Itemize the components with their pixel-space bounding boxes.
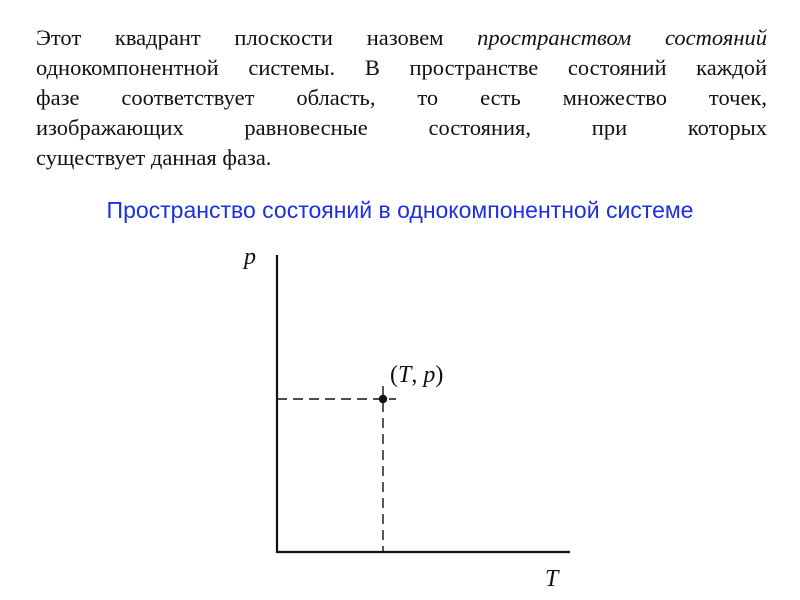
y-axis-label: p <box>244 244 256 270</box>
point-label-T: T <box>398 362 412 388</box>
state-point <box>379 395 387 403</box>
x-axis-label: T <box>545 566 559 592</box>
point-label-open: ( <box>390 362 398 388</box>
paragraph-line-5: существует данная фаза. <box>36 145 272 170</box>
diagram-heading: Пространство состояний в однокомпонентной системе <box>106 197 694 223</box>
point-label <box>390 362 443 388</box>
paragraph-line-3: фазе соответствует область, то есть множество точек, <box>36 85 767 110</box>
paragraph-line-4: изображающих равновесные состояния, при которых <box>36 115 767 140</box>
paragraph-text: Этот квадрант плоскости назовем <box>36 25 478 50</box>
point-label-sep: , <box>411 362 424 388</box>
point-label-p: p <box>423 362 436 388</box>
point-label-close: ) <box>435 362 444 388</box>
italic-term: пространством состояний <box>477 25 767 50</box>
paragraph-line-2: однокомпонентной системы. В пространстве состояний каждой <box>36 55 767 80</box>
